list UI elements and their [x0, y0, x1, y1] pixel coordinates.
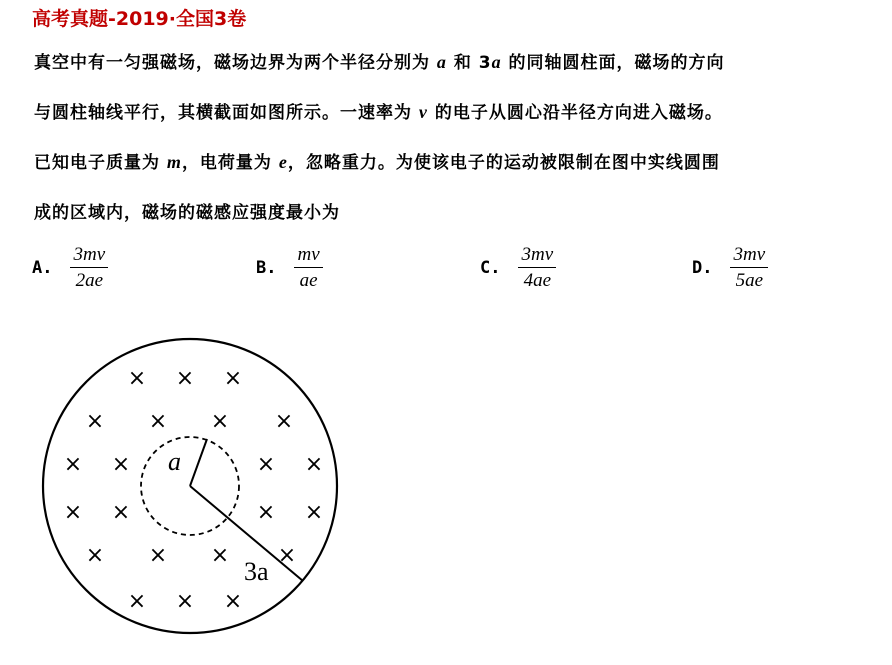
denominator: ae — [299, 270, 318, 291]
field-cross-icon: × — [175, 589, 195, 614]
text-segment: ，忽略重力。为使该电子的运动被限制在图中实线圆围 — [287, 153, 720, 173]
numerator: 3mv — [70, 244, 108, 268]
field-cross-icon: × — [223, 589, 243, 614]
field-cross-icon: × — [85, 543, 105, 568]
field-cross-icon: × — [256, 500, 276, 525]
outer-radius-label: 3a — [244, 557, 269, 586]
var-a: a — [436, 52, 447, 72]
numerator: mv — [294, 244, 322, 268]
text-segment: 的电子从圆心沿半径方向进入磁场。 — [427, 103, 723, 123]
field-cross-icon: × — [127, 366, 147, 391]
text-segment: 与圆柱轴线平行，其横截面如图所示。一速率为 — [34, 103, 419, 123]
option-letter: A. — [32, 258, 53, 278]
option-letter: D. — [692, 258, 713, 278]
var-e: e — [278, 152, 288, 172]
field-cross-icon: × — [175, 366, 195, 391]
text-segment: ，电荷量为 — [181, 153, 279, 173]
option-letter: B. — [256, 258, 277, 278]
text-segment: 真空中有一匀强磁场，磁场边界为两个半径分别为 — [34, 53, 437, 73]
text-segment: 和 3 — [446, 53, 492, 73]
field-cross-icon: × — [63, 500, 83, 525]
inner-radius-label: a — [168, 447, 181, 476]
source-header: 高考真题-2019·全国3卷 — [32, 8, 247, 30]
field-cross-icon: × — [148, 409, 168, 434]
field-cross-icon: × — [111, 500, 131, 525]
inner-radius-line — [190, 439, 207, 486]
option-letter: C. — [480, 258, 501, 278]
field-cross-icon: × — [127, 589, 147, 614]
field-cross-icon: × — [304, 500, 324, 525]
field-cross-icon: × — [148, 543, 168, 568]
text-segment: 成的区域内，磁场的磁感应强度最小为 — [34, 203, 340, 223]
denominator: 2ae — [75, 270, 104, 291]
field-cross-icon: × — [210, 543, 230, 568]
field-cross-icon: × — [274, 409, 294, 434]
numerator: 3mv — [518, 244, 556, 268]
var-m: m — [166, 152, 182, 172]
denominator: 4ae — [523, 270, 552, 291]
numerator: 3mv — [730, 244, 768, 268]
text-segment: 的同轴圆柱面，磁场的方向 — [501, 53, 725, 73]
field-cross-icon: × — [111, 452, 131, 477]
field-cross-icon: × — [63, 452, 83, 477]
var-v: v — [418, 102, 428, 122]
text-segment: 已知电子质量为 — [34, 153, 167, 173]
field-cross-icon: × — [277, 543, 297, 568]
denominator: 5ae — [735, 270, 764, 291]
field-cross-icon: × — [210, 409, 230, 434]
var-a: a — [491, 52, 502, 72]
field-cross-icon: × — [223, 366, 243, 391]
field-cross-icon: × — [304, 452, 324, 477]
field-cross-icon: × — [256, 452, 276, 477]
field-cross-icon: × — [85, 409, 105, 434]
